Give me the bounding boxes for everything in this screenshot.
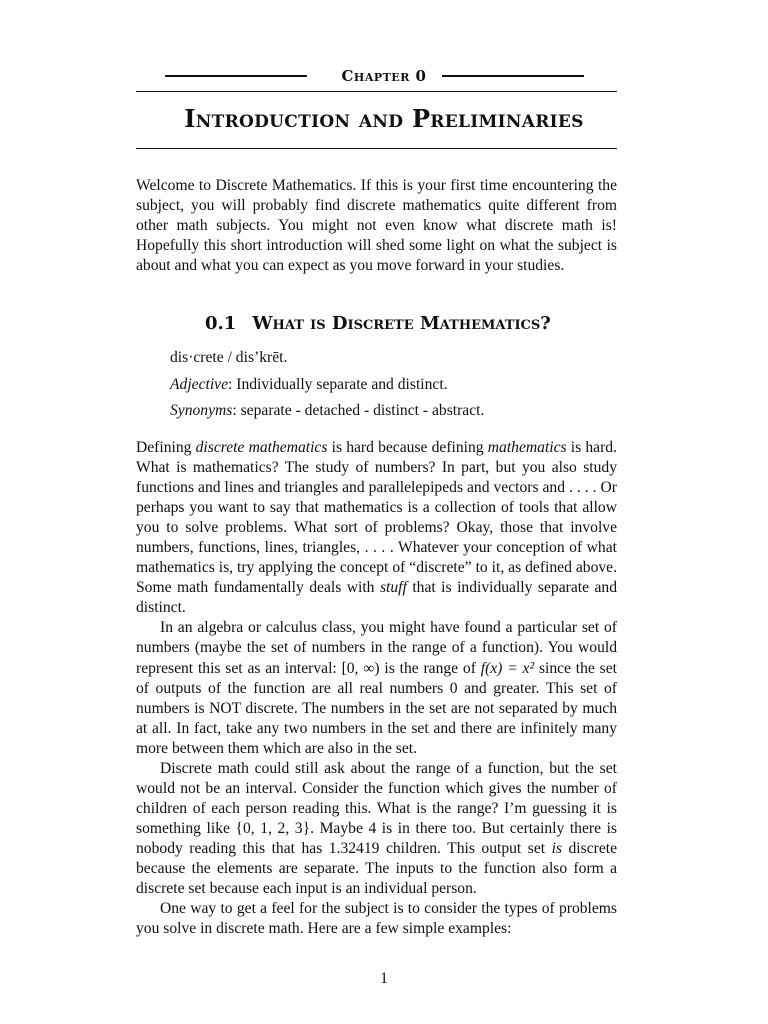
text-span: Discrete math could still ask about the range of a function, but the set would not be an interval. Consider the function which gives the number of children of each person reading this. What is the range? I’m guessing it is something like (136, 759, 617, 837)
body-text (136, 438, 617, 939)
math-set: {0, 1, 2, 3} (235, 819, 311, 837)
chapter-label: Chapter 0 (341, 67, 427, 85)
page-number: 1 (380, 970, 388, 987)
synonyms-label: Synonyms (170, 402, 233, 419)
text-span: In an algebra or calculus class, you might have found a particular set of numbers (maybe the set of numbers in the range of a function). You would represent this set as an interval: (136, 619, 617, 677)
math-function: f(x) = x² (480, 659, 535, 677)
chapter-rule-right (442, 75, 584, 77)
text-span: is hard because defining (327, 439, 488, 456)
text-span: since the set of outputs of the function are all real numbers 0 and greater. This set of numbers is NOT discrete. The numbers in the set are not separated by much at all. In fact, take any two numbers in the set and there are infinitely many more between them which are also in the set. (136, 659, 617, 757)
definition-synonyms (170, 401, 484, 421)
chapter-title: Introduction and Preliminaries (184, 104, 584, 133)
intro-paragraph: Welcome to Discrete Mathematics. If this is your first time encountering the subject, you will probably find discrete mathematics quite different from other math subjects. You might not even know what discrete math is! Hopefully this short introduction will shed some light on what the subject is about and what you can expect as you move forward in your studies. (136, 177, 617, 275)
adjective-text: : Individually separate and distinct. (228, 376, 448, 393)
emphasis: is (551, 839, 562, 857)
emphasis: stuff (379, 579, 407, 597)
text-span: is the range of (379, 659, 481, 677)
emphasis: mathematics (487, 439, 567, 456)
synonyms-text: : separate - detached - distinct - abstract. (232, 402, 485, 419)
paragraph-2 (136, 618, 617, 758)
text-span: discrete because the elements are separate. The inputs to the function also form a discrete set because each input is an individual person. (136, 839, 617, 898)
section-heading (205, 312, 551, 336)
definition-word: dis·crete / dis’krēt. (170, 349, 288, 366)
paragraph-3 (136, 759, 617, 899)
title-rule-bottom (136, 148, 617, 149)
definition-adjective (170, 375, 448, 395)
math-interval: [0, ∞) (341, 659, 380, 677)
text-span: that is individually separate and distinct. (136, 579, 617, 617)
section-number: 0.1 (205, 313, 237, 334)
text-span: is hard. What is mathematics? The study of numbers? In part, but you also study functions and lines and triangles and parallelepipeds and vectors and . . . . Or perhaps you want to say that mathematics is a collection of tools that allow you to solve problems. What sort of problems? Okay, those that involve numbers, functions, lines, triangles, . . . . Whatever your conception of what mathematics is, try applying the concept of “discrete” to it, as defined above. Some math fundamentally deals with (136, 439, 617, 597)
paragraph-1 (136, 438, 617, 618)
emphasis: discrete mathematics (195, 439, 328, 456)
section-title: What is Discrete Mathematics? (252, 313, 551, 334)
title-rule-top (136, 91, 617, 92)
paragraph-4: One way to get a feel for the subject is to consider the types of problems you solve in discrete math. Here are a few simple examples: (136, 900, 617, 938)
adjective-label: Adjective (170, 376, 229, 393)
text-span: . Maybe 4 is in there too. But certainly there is nobody reading this that has 1.32419 children. This output set (136, 819, 617, 857)
text-span: Defining (136, 439, 196, 456)
